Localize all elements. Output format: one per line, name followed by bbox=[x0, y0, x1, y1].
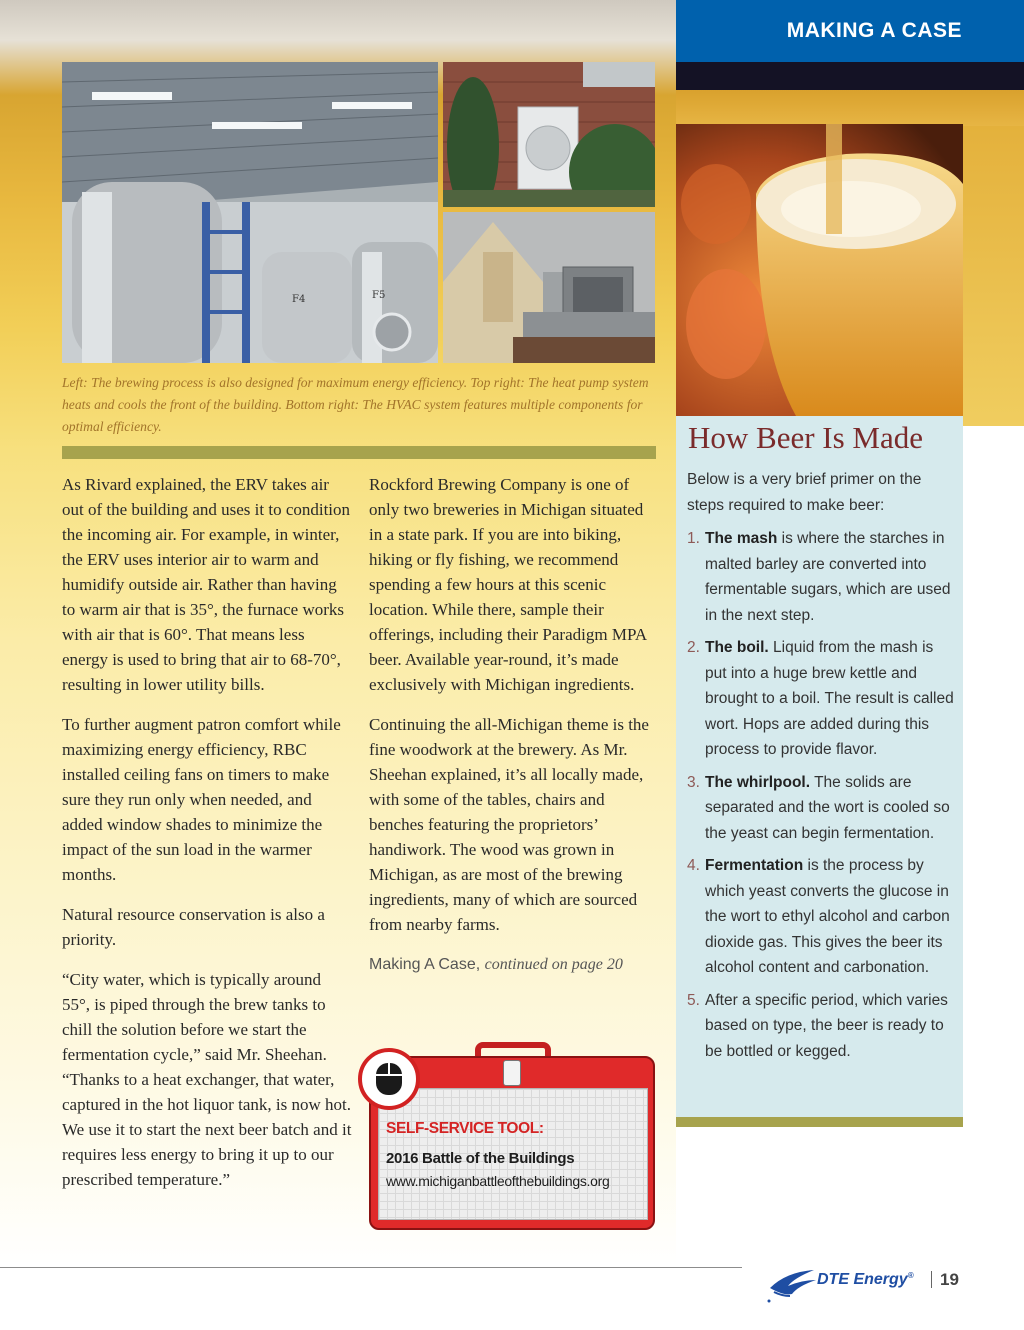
brewery-tanks-photo bbox=[62, 62, 438, 363]
sidebar-intro: Below is a very brief primer on the steps required to make beer: bbox=[687, 471, 922, 514]
article-paragraph: To further augment patron comfort while maximizing energy efficiency, RBC installed ceiling fans on timers to make sure they run only when needed, and added window shades to minimize the impact of the sun load in the warmer months. bbox=[62, 715, 341, 884]
header-accent-bar bbox=[676, 62, 1024, 90]
section-title: MAKING A CASE bbox=[786, 19, 962, 42]
step-number: 3. bbox=[687, 773, 700, 791]
step-text: is the process by which yeast converts the glucose in the wort to ethyl alcohol and carbon dioxide gas. This gives the beer its alcohol content and carbonation. bbox=[705, 857, 950, 976]
photo-caption: Left: The brewing process is also designed for maximum energy efficiency. Top right: The heat pump system heats and cools the front of the building. Bottom right: The HVAC system features multiple components for optimal efficiency. bbox=[62, 375, 649, 434]
continued-note bbox=[369, 952, 659, 977]
step-term: The mash bbox=[705, 530, 778, 547]
article-paragraph: As Rivard explained, the ERV takes air out of the building and uses it to condition the incoming air. For example, in winter, the ERV uses interior air to warm and humidify outside air. Rather than having to warm air that is 35°, the furnace works with air that is 60°. That means less energy is used to bring that air to 68-70°, resulting in lower utility bills. bbox=[62, 475, 351, 694]
article-column-1 bbox=[62, 472, 352, 1207]
beer-steps-list bbox=[687, 526, 959, 1064]
step-text: Liquid from the mash is put into a huge brew kettle and brought to a boil. The result is called wort. Hops are added during this process to provide flavor. bbox=[705, 639, 954, 758]
page-number: 19 bbox=[940, 1270, 959, 1289]
list-item bbox=[687, 988, 959, 1065]
step-term: The boil. bbox=[705, 639, 769, 656]
tool-name: 2016 Battle of the Buildings bbox=[386, 1150, 575, 1167]
toolbox-clasp bbox=[503, 1060, 521, 1086]
sidebar-title: How Beer Is Made bbox=[688, 420, 924, 455]
mouse-icon bbox=[358, 1048, 420, 1110]
step-number: 4. bbox=[687, 857, 700, 874]
dte-brand bbox=[817, 1271, 914, 1289]
brand-name: DTE Energy bbox=[817, 1271, 908, 1288]
step-number: 2. bbox=[687, 639, 700, 656]
footer-rule bbox=[0, 1267, 742, 1268]
tool-label: SELF-SERVICE TOOL: bbox=[386, 1120, 544, 1137]
right-gold-edge bbox=[963, 126, 1024, 426]
right-gold-strip bbox=[676, 90, 1024, 126]
caption-divider bbox=[62, 446, 656, 459]
step-number: 5. bbox=[687, 991, 700, 1009]
tank-label-f4: F4 bbox=[292, 294, 306, 305]
page-number-separator bbox=[931, 1271, 932, 1288]
article-paragraph: Continuing the all-Michigan theme is the fine woodwork at the brewery. As Mr. Sheehan explained, it’s all locally made, with some of the tables, chairs and benches featuring the proprietors’ handiwork. The wood was grown in Michigan, as are most of the brewing ingredients, many of which are sourced from nearby farms. bbox=[369, 715, 649, 934]
registered-mark: ® bbox=[907, 1271, 914, 1280]
article-paragraph: “City water, which is typically around 55°, is piped through the brew tanks to chill the solution before we start the fermentation cycle,” said Mr. Sheehan. “Thanks to a heat exchanger, that water, captured in the hot liquor tank, is now hot. We use it to start the next beer batch and it requires less energy to bring it up to our prescribed temperature.” bbox=[62, 970, 352, 1189]
list-item bbox=[687, 526, 959, 628]
list-item bbox=[687, 770, 959, 847]
step-number: 1. bbox=[687, 530, 700, 547]
sidebar-body bbox=[687, 467, 959, 1071]
section-header bbox=[676, 0, 1024, 62]
article-paragraph: Natural resource conservation is also a priority. bbox=[62, 905, 325, 949]
dte-logo-icon bbox=[766, 1266, 818, 1304]
hvac-system-photo bbox=[443, 212, 655, 363]
tank-label-f5: F5 bbox=[372, 290, 386, 301]
continued-prefix: Making A Case, bbox=[369, 956, 481, 973]
tool-url-link[interactable]: www.michiganbattleofthebuildings.org bbox=[386, 1173, 610, 1189]
article-paragraph: Rockford Brewing Company is one of only two breweries in Michigan situated in a state park. If you are into biking, hiking or fly fishing, we recommend spending a few hours at this scenic location. While there, sample their offerings, including their Paradigm MPA beer. Available year-round, it’s made exclusively with Michigan ingredients. bbox=[369, 475, 647, 694]
list-item bbox=[687, 853, 959, 981]
step-term: The whirlpool. bbox=[705, 773, 811, 791]
article-column-2 bbox=[369, 472, 659, 992]
list-item bbox=[687, 635, 959, 763]
step-text: After a specific period, which varies based on type, the beer is ready to be bottled or kegged. bbox=[705, 991, 948, 1060]
heat-pump-photo bbox=[443, 62, 655, 207]
beer-pouring-photo bbox=[676, 124, 963, 416]
step-text: The solids are separated and the wort is cooled so the yeast can begin fermentation. bbox=[705, 773, 950, 842]
step-term: Fermentation bbox=[705, 857, 804, 874]
step-text: is where the starches in malted barley are converted into fermentable sugars, which are used in the next step. bbox=[705, 530, 951, 624]
continued-link[interactable]: continued on page 20 bbox=[484, 956, 623, 973]
